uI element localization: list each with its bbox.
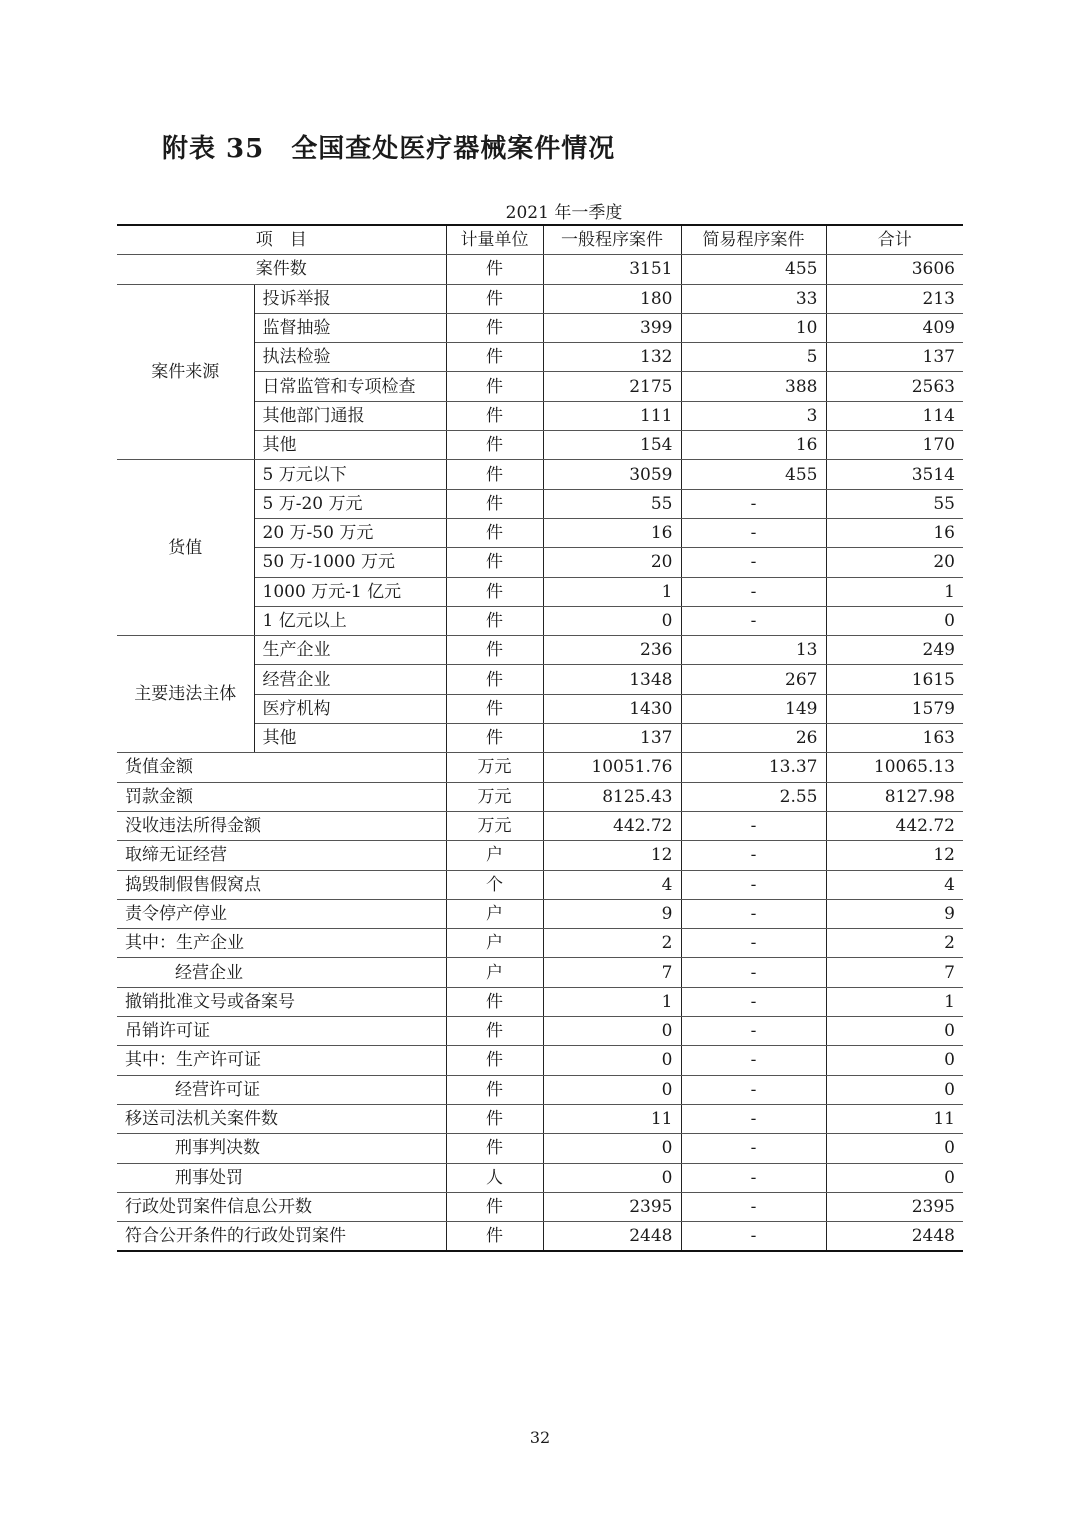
general-cell: 180 <box>543 284 681 313</box>
table-row <box>117 1104 963 1133</box>
simple-cell: 3 <box>681 401 826 430</box>
table-row <box>117 958 963 987</box>
unit-cell: 件 <box>446 1222 543 1252</box>
row-label: 生产企业 <box>254 636 446 665</box>
general-cell: 111 <box>543 401 681 430</box>
total-cell: 7 <box>826 958 963 987</box>
total-cell: 4 <box>826 870 963 899</box>
general-cell: 154 <box>543 431 681 460</box>
table-row <box>117 841 963 870</box>
unit-cell: 件 <box>446 606 543 635</box>
row-label: 1 亿元以上 <box>254 606 446 635</box>
simple-cell: 13 <box>681 636 826 665</box>
general-cell: 0 <box>543 1163 681 1192</box>
total-cell: 409 <box>826 313 963 342</box>
general-cell: 4 <box>543 870 681 899</box>
simple-cell: 16 <box>681 431 826 460</box>
simple-cell: 10 <box>681 313 826 342</box>
header-simple: 简易程序案件 <box>681 225 826 255</box>
total-cell: 16 <box>826 518 963 547</box>
general-cell: 132 <box>543 343 681 372</box>
total-cell: 170 <box>826 431 963 460</box>
simple-cell: - <box>681 870 826 899</box>
row-label: 执法检验 <box>254 343 446 372</box>
simple-cell: - <box>681 518 826 547</box>
header-unit: 计量单位 <box>446 225 543 255</box>
unit-cell: 件 <box>446 343 543 372</box>
simple-cell: - <box>681 606 826 635</box>
unit-cell: 件 <box>446 577 543 606</box>
simple-cell: - <box>681 987 826 1016</box>
unit-cell: 件 <box>446 548 543 577</box>
table-row <box>117 1134 963 1163</box>
general-cell: 2448 <box>543 1222 681 1252</box>
general-cell: 1348 <box>543 665 681 694</box>
row-label: 罚款金额 <box>117 782 446 811</box>
total-cell: 0 <box>826 1017 963 1046</box>
row-label: 取缔无证经营 <box>117 841 446 870</box>
unit-cell: 万元 <box>446 782 543 811</box>
table-row <box>117 1222 963 1252</box>
table-row <box>117 1163 963 1192</box>
total-cell: 1 <box>826 987 963 1016</box>
simple-cell: - <box>681 958 826 987</box>
simple-cell: 26 <box>681 724 826 753</box>
row-label: 其他 <box>254 724 446 753</box>
unit-cell: 件 <box>446 460 543 489</box>
table-row <box>117 1075 963 1104</box>
general-cell: 12 <box>543 841 681 870</box>
simple-cell: - <box>681 1192 826 1221</box>
group-label: 案件来源 <box>117 284 254 460</box>
row-label: 其中：生产企业 <box>117 929 446 958</box>
table-row <box>117 987 963 1016</box>
group-label: 主要违法主体 <box>117 636 254 753</box>
general-cell: 0 <box>543 1134 681 1163</box>
simple-cell: - <box>681 489 826 518</box>
total-cell: 213 <box>826 284 963 313</box>
unit-cell: 件 <box>446 401 543 430</box>
simple-cell: 5 <box>681 343 826 372</box>
row-label: 20 万-50 万元 <box>254 518 446 547</box>
unit-cell: 户 <box>446 929 543 958</box>
table-row <box>117 460 963 489</box>
row-label: 捣毁制假售假窝点 <box>117 870 446 899</box>
row-label: 50 万-1000 万元 <box>254 548 446 577</box>
page-title: 附表 35 全国查处医疗器械案件情况 <box>162 134 616 164</box>
total-cell: 10065.13 <box>826 753 963 782</box>
row-label: 经营许可证 <box>117 1075 446 1104</box>
general-cell: 399 <box>543 313 681 342</box>
total-cell: 137 <box>826 343 963 372</box>
total-cell: 9 <box>826 899 963 928</box>
table-row <box>117 1017 963 1046</box>
unit-cell: 万元 <box>446 753 543 782</box>
header-general: 一般程序案件 <box>543 225 681 255</box>
general-cell: 1430 <box>543 694 681 723</box>
general-cell: 2 <box>543 929 681 958</box>
total-cell: 1579 <box>826 694 963 723</box>
general-cell: 1 <box>543 987 681 1016</box>
unit-cell: 户 <box>446 841 543 870</box>
row-label: 医疗机构 <box>254 694 446 723</box>
total-cell: 114 <box>826 401 963 430</box>
row-label: 经营企业 <box>254 665 446 694</box>
simple-cell: - <box>681 1222 826 1252</box>
total-cell: 0 <box>826 1046 963 1075</box>
total-cell: 1615 <box>826 665 963 694</box>
total-cell: 2 <box>826 929 963 958</box>
row-label: 刑事处罚 <box>117 1163 446 1192</box>
unit-cell: 个 <box>446 870 543 899</box>
row-label: 行政处罚案件信息公开数 <box>117 1192 446 1221</box>
table-row <box>117 811 963 840</box>
general-cell: 20 <box>543 548 681 577</box>
total-cell: 0 <box>826 1075 963 1104</box>
simple-cell: - <box>681 841 826 870</box>
total-cell: 8127.98 <box>826 782 963 811</box>
total-cell: 163 <box>826 724 963 753</box>
total-cell: 3514 <box>826 460 963 489</box>
simple-cell: 2.55 <box>681 782 826 811</box>
simple-cell: - <box>681 548 826 577</box>
table-row <box>117 1046 963 1075</box>
unit-cell: 户 <box>446 958 543 987</box>
data-table <box>117 224 963 1252</box>
header-item: 项 目 <box>117 225 446 255</box>
total-cell: 0 <box>826 1134 963 1163</box>
general-cell: 8125.43 <box>543 782 681 811</box>
unit-cell: 件 <box>446 372 543 401</box>
row-label: 1000 万元-1 亿元 <box>254 577 446 606</box>
unit-cell: 人 <box>446 1163 543 1192</box>
simple-cell: - <box>681 1134 826 1163</box>
simple-cell: - <box>681 811 826 840</box>
row-label: 没收违法所得金额 <box>117 811 446 840</box>
table-row <box>117 1192 963 1221</box>
simple-cell: - <box>681 1017 826 1046</box>
unit-cell: 件 <box>446 1017 543 1046</box>
group-label: 货值 <box>117 460 254 636</box>
unit-cell: 件 <box>446 489 543 518</box>
row-label: 撤销批准文号或备案号 <box>117 987 446 1016</box>
unit-cell: 件 <box>446 1104 543 1133</box>
total-cell: 55 <box>826 489 963 518</box>
table-row <box>117 284 963 313</box>
general-cell: 2175 <box>543 372 681 401</box>
header-row <box>117 225 963 255</box>
general-cell: 11 <box>543 1104 681 1133</box>
total-cell: 0 <box>826 606 963 635</box>
row-label: 移送司法机关案件数 <box>117 1104 446 1133</box>
total-cell: 2563 <box>826 372 963 401</box>
total-cell: 12 <box>826 841 963 870</box>
row-label: 经营企业 <box>117 958 446 987</box>
general-cell: 7 <box>543 958 681 987</box>
total-cell: 20 <box>826 548 963 577</box>
unit-cell: 件 <box>446 1075 543 1104</box>
row-label: 货值金额 <box>117 753 446 782</box>
total-cell: 2448 <box>826 1222 963 1252</box>
case-count-unit: 件 <box>446 255 543 284</box>
unit-cell: 件 <box>446 431 543 460</box>
general-cell: 0 <box>543 606 681 635</box>
table-row <box>117 636 963 665</box>
table-row <box>117 753 963 782</box>
total-cell: 1 <box>826 577 963 606</box>
case-count-general: 3151 <box>543 255 681 284</box>
general-cell: 0 <box>543 1075 681 1104</box>
general-cell: 3059 <box>543 460 681 489</box>
general-cell: 236 <box>543 636 681 665</box>
general-cell: 55 <box>543 489 681 518</box>
unit-cell: 件 <box>446 1192 543 1221</box>
general-cell: 16 <box>543 518 681 547</box>
general-cell: 10051.76 <box>543 753 681 782</box>
total-cell: 442.72 <box>826 811 963 840</box>
unit-cell: 件 <box>446 987 543 1016</box>
case-count-simple: 455 <box>681 255 826 284</box>
simple-cell: - <box>681 1075 826 1104</box>
table-row <box>117 870 963 899</box>
row-label: 5 万-20 万元 <box>254 489 446 518</box>
row-label: 5 万元以下 <box>254 460 446 489</box>
unit-cell: 件 <box>446 665 543 694</box>
simple-cell: - <box>681 1046 826 1075</box>
total-cell: 2395 <box>826 1192 963 1221</box>
case-count-label: 案件数 <box>117 255 446 284</box>
simple-cell: 13.37 <box>681 753 826 782</box>
simple-cell: - <box>681 1163 826 1192</box>
table-row <box>117 782 963 811</box>
period-label: 2021 年一季度 <box>505 203 623 223</box>
unit-cell: 件 <box>446 313 543 342</box>
page-number: 32 <box>529 1428 551 1447</box>
row-label: 刑事判决数 <box>117 1134 446 1163</box>
general-cell: 442.72 <box>543 811 681 840</box>
total-cell: 0 <box>826 1163 963 1192</box>
unit-cell: 件 <box>446 518 543 547</box>
simple-cell: - <box>681 1104 826 1133</box>
general-cell: 137 <box>543 724 681 753</box>
simple-cell: 33 <box>681 284 826 313</box>
general-cell: 2395 <box>543 1192 681 1221</box>
row-label: 吊销许可证 <box>117 1017 446 1046</box>
simple-cell: 267 <box>681 665 826 694</box>
general-cell: 0 <box>543 1017 681 1046</box>
simple-cell: 455 <box>681 460 826 489</box>
general-cell: 9 <box>543 899 681 928</box>
row-label: 投诉举报 <box>254 284 446 313</box>
table-row <box>117 929 963 958</box>
unit-cell: 户 <box>446 899 543 928</box>
general-cell: 1 <box>543 577 681 606</box>
unit-cell: 件 <box>446 724 543 753</box>
simple-cell: 388 <box>681 372 826 401</box>
unit-cell: 件 <box>446 636 543 665</box>
row-label: 其他 <box>254 431 446 460</box>
total-cell: 249 <box>826 636 963 665</box>
row-label: 日常监管和专项检查 <box>254 372 446 401</box>
header-total: 合计 <box>826 225 963 255</box>
row-label: 其他部门通报 <box>254 401 446 430</box>
simple-cell: 149 <box>681 694 826 723</box>
row-label: 监督抽验 <box>254 313 446 342</box>
case-count-row <box>117 255 963 284</box>
unit-cell: 万元 <box>446 811 543 840</box>
row-label: 其中：生产许可证 <box>117 1046 446 1075</box>
unit-cell: 件 <box>446 1046 543 1075</box>
total-cell: 11 <box>826 1104 963 1133</box>
row-label: 符合公开条件的行政处罚案件 <box>117 1222 446 1252</box>
general-cell: 0 <box>543 1046 681 1075</box>
simple-cell: - <box>681 577 826 606</box>
unit-cell: 件 <box>446 284 543 313</box>
case-count-total: 3606 <box>826 255 963 284</box>
simple-cell: - <box>681 899 826 928</box>
simple-cell: - <box>681 929 826 958</box>
table-row <box>117 899 963 928</box>
unit-cell: 件 <box>446 1134 543 1163</box>
row-label: 责令停产停业 <box>117 899 446 928</box>
unit-cell: 件 <box>446 694 543 723</box>
